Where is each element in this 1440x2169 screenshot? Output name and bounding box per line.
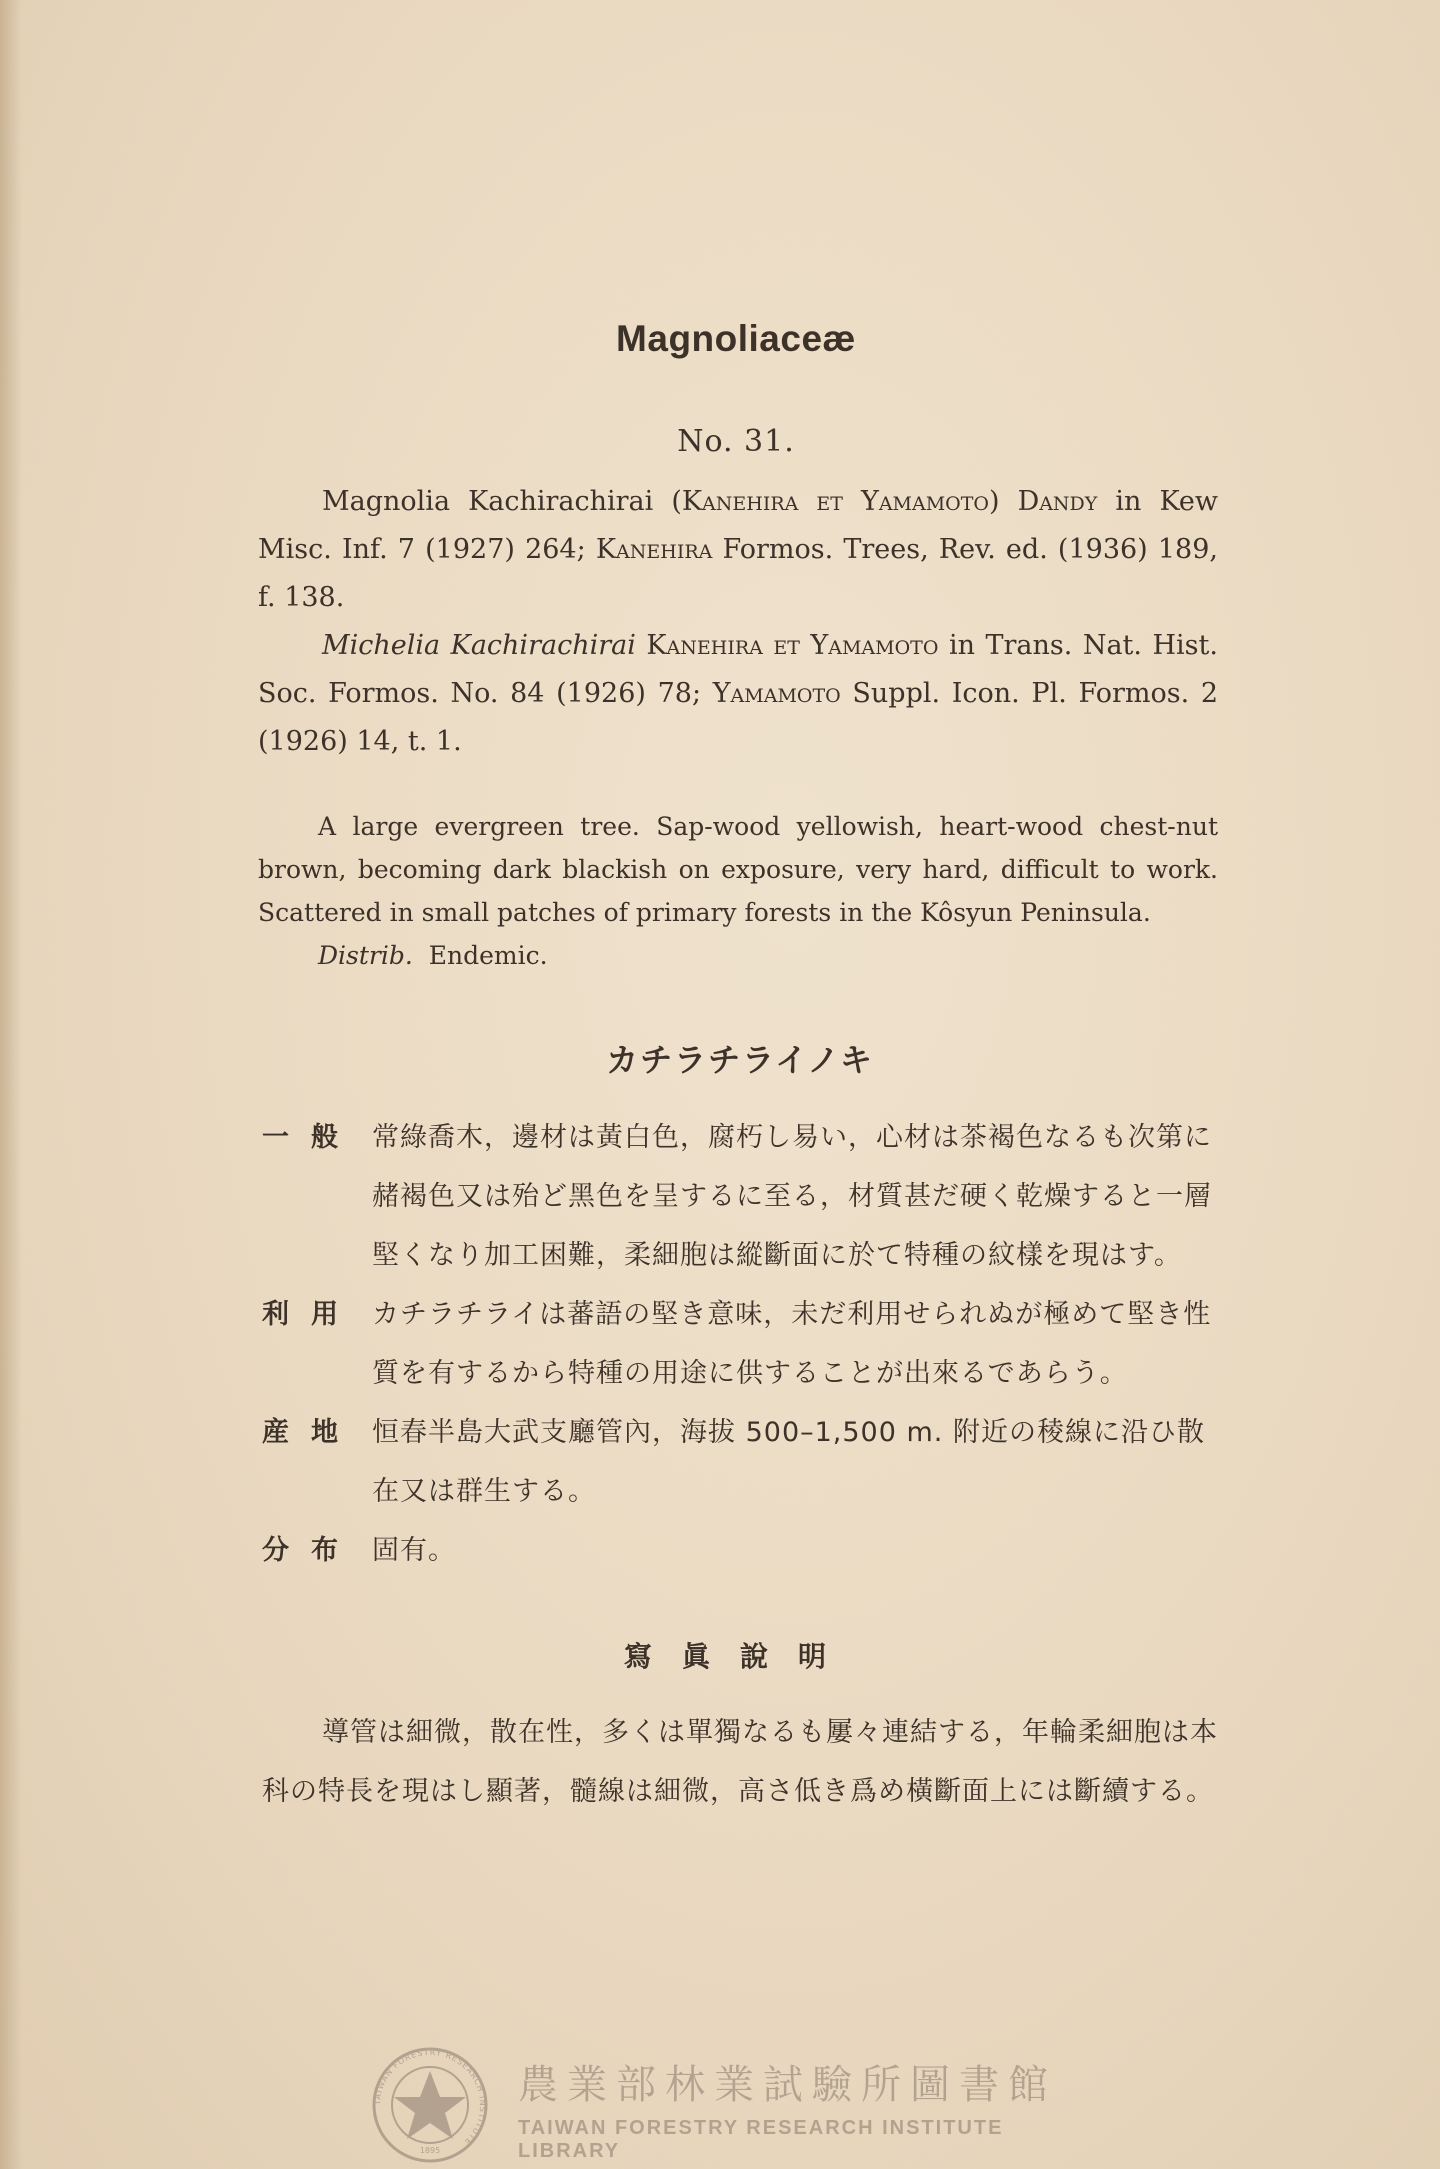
jp-text-use: カチラチライは蕃語の堅き意味，未だ利用せられぬが極めて堅き性質を有するから特種の用途に供することが出來るであらう。: [372, 1299, 1212, 1389]
jp-text-locality: 恒春半島大武支廳管內，海拔 500–1,500 m. 附近の稜線に沿ひ散在又は群生する。: [372, 1417, 1205, 1507]
library-name-chinese: 農業部林業試驗所圖書館: [518, 2062, 1057, 2108]
citation-ref-1: in Kew Misc. Inf. 7 (1927) 264;: [258, 486, 1218, 565]
synonym-ref-2: Suppl. Icon. Pl. Formos. 2 (1926) 14, t. 1.: [258, 678, 1219, 757]
japanese-title: カチラチライノキ: [606, 1041, 874, 1079]
distrib-value: Endemic.: [428, 941, 548, 970]
library-name-english: TAIWAN FORESTRY RESEARCH INSTITUTE LIBRARY: [518, 2117, 1004, 2162]
citation-author-2: Kanehira: [595, 534, 713, 565]
citation-ref-2: Formos. Trees, Rev. ed. (1936) 189, f. 138.: [258, 534, 1218, 613]
jp-row-general: [262, 1108, 1222, 1285]
accepted-authors: (Kanehira et Yamamoto) Dandy: [671, 486, 1098, 517]
seal-ring-text: TAIWAN FORESTRY RESEARCH INSTITUTE: [372, 2047, 488, 2148]
citation-paragraph-1: [258, 478, 1218, 622]
distribution-line: [258, 934, 1218, 977]
species-number: No. 31.: [677, 424, 795, 459]
jp-row-distribution: [262, 1521, 1222, 1580]
distrib-label: Distrib.: [318, 941, 413, 970]
synonym-ref-1: in Trans. Nat. Hist. Soc. Formos. No. 84 (1926) 78;: [258, 630, 1218, 709]
library-watermark: [370, 2045, 1090, 2165]
accepted-name: Magnolia Kachirachirai: [322, 486, 654, 517]
english-description: [258, 805, 1218, 977]
synonym-authors: Kanehira et Yamamoto: [646, 630, 939, 661]
jp-label-use: 利用: [262, 1299, 360, 1330]
description-text: A large evergreen tree. Sap-wood yellowish, heart-wood chest-nut brown, becoming dark blackish on exposure, very hard, difficult to work. Scattered in small patches of primary forests in the Kôsyun Peninsula.: [258, 812, 1218, 927]
jp-label-distribution: 分布: [262, 1535, 360, 1566]
synonym-name: Michelia Kachirachirai: [322, 630, 636, 661]
jp-row-locality: [262, 1403, 1222, 1521]
jp-text-distribution: 固有。: [372, 1535, 456, 1566]
jp-text-general: 常綠喬木，邊材は黃白色，腐朽し易い，心材は茶褐色なるも次第に赭褐色又は殆ど黑色を呈するに至る，材質甚だ硬く乾燥すると一層堅くなり加工困難，柔細胞は縱斷面に於て特種の紋樣を現はす。: [372, 1122, 1212, 1271]
synonym-author-2: Yamamoto: [712, 678, 841, 709]
jp-row-use: [262, 1285, 1222, 1403]
seal-year: 1895: [419, 2146, 441, 2155]
photo-explanation-title: 寫眞說明: [623, 1640, 856, 1673]
citation-paragraph-2: [258, 622, 1218, 766]
jp-label-locality: 産地: [262, 1417, 360, 1448]
library-seal-icon: [370, 2045, 490, 2165]
family-heading: Magnoliaceæ: [616, 318, 856, 359]
photo-explanation-text: 導管は細微，散在性，多くは單獨なるも屢々連結する，年輪柔細胞は本科の特長を現はし顯著，髓線は細微，高さ低き爲め橫斷面上には斷續する。: [262, 1717, 1218, 1807]
nomenclature-block: [258, 478, 1218, 766]
jp-label-general: 一般: [262, 1122, 360, 1153]
